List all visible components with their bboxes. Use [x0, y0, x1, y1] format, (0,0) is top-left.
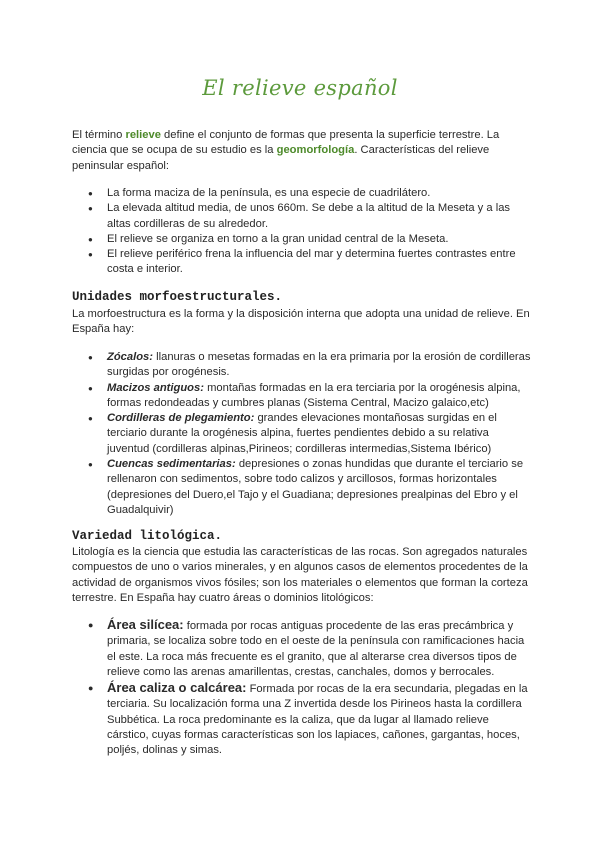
list-item: [72, 680, 532, 758]
list-item: ● El relieve se organiza en torno a la gran unidad central de la Meseta.: [72, 232, 532, 247]
term-description: montañas formadas en la era terciaria por la orogénesis alpina, formas redondeadas y cumbres planas (Sistema Central, Macizo galaico,etc): [107, 381, 521, 409]
list-item: [72, 457, 532, 518]
term-description: grandes elevaciones montañosas surgidas en el terciario durante la orogénesis alpina, fuertes pendientes debido a su relativa juventud (cordilleras alpinas,Pirineos; cordilleras intermedias,Sistema Ibérico): [107, 412, 497, 455]
section2-bullet-list: [72, 617, 532, 759]
term-description: llanuras o mesetas formadas en la era primaria por la erosión de cordilleras surgidas por orogénesis.: [107, 351, 531, 379]
term-label: Área silícea:: [107, 617, 184, 632]
intro-text-3: . Características del relieve peninsular español:: [72, 144, 490, 172]
section-heading-unidades: Unidades morfoestructurales.: [72, 290, 283, 304]
section1-bullet-list: [72, 350, 532, 518]
intro-bullet-list: [72, 186, 532, 278]
term-description: formada por rocas antiguas procedente de las eras precámbrica y primaria, se localiza sobre todo en el oeste de la península con ramificaciones hacia el este. La roca más frecuente es el granito, que al alterarse crea diversos tipos de relieve como las arenas amarillentas, crestas, canchales, domos y berrocales.: [107, 620, 525, 678]
term-label: Zócalos:: [107, 351, 154, 363]
list-item: ● La elevada altitud media, de unos 660m. Se debe a la altitud de la Meseta y a las altas cordilleras de su alrededor.: [72, 201, 532, 232]
section1-paragraph: La morfoestructura es la forma y la disposición interna que adopta una unidad de relieve. En España hay:: [72, 308, 530, 336]
list-item: ● La forma maciza de la península, es una especie de cuadrilátero.: [72, 186, 532, 201]
term-label: Área caliza o calcárea:: [107, 680, 247, 696]
term-label: Cuencas sedimentarias:: [107, 458, 236, 471]
section2-paragraph: Litología es la ciencia que estudia las características de las rocas. Son agregados naturales compuestos de uno o varios minerales, y en algunos casos de elementos procedentes de la actividad de organismos vivos fósiles; son los materiales o elementos que forman la corteza terrestre. En España hay cuatro áreas o dominios litológicos:: [72, 546, 528, 604]
intro-text-1: El término: [72, 129, 126, 141]
page-title: El relieve español: [202, 76, 398, 100]
list-item: ● El relieve periférico frena la influencia del mar y determina fuertes contrastes entre costa e interior.: [72, 247, 532, 278]
term-description: depresiones o zonas hundidas que durante el terciario se rellenaron con sedimentos, sobre todo calizos y arcillosos, formas horizontales (depresiones del Duero,el Tajo y el Guadiana; depresiones prealpinas del Ebro y el Guadalquivir): [107, 458, 524, 516]
list-item: [72, 381, 532, 412]
list-item: [72, 350, 532, 381]
list-item: [72, 617, 532, 680]
keyword-relieve: relieve: [125, 129, 161, 141]
term-label: Cordilleras de plegamiento:: [107, 412, 255, 425]
keyword-geomorfologia: geomorfología: [276, 144, 355, 157]
term-label: Macizos antiguos:: [107, 381, 204, 394]
section-heading-variedad: Variedad litológica.: [72, 529, 223, 543]
term-description: Formada por rocas de la era secundaria, plegadas en la terciaria. Su localización forma una Z invertida desde los Pirineos hasta la cordillera Subbética. La roca predominante es la caliza, que da lugar al llamado relieve cárstico, cuyas formas características son los lapiaces, cañones, gargantas, hoces, poljés, dolinas y simas.: [107, 683, 528, 757]
intro-text-2: define el conjunto de formas que presenta la superficie terrestre. La ciencia que se ocupa de su estudio es la: [72, 129, 500, 157]
list-item: [72, 411, 532, 457]
intro-paragraph: [72, 128, 534, 174]
